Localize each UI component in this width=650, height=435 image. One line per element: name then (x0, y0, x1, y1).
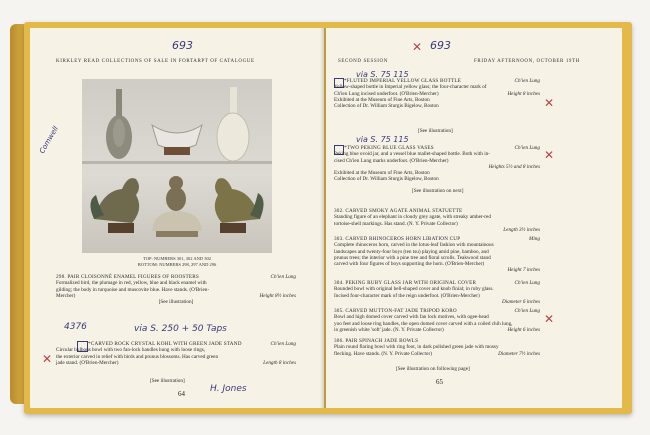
lot-dimension: Height 8½ inches (259, 292, 296, 299)
lot-entry-peking-vases (334, 145, 540, 183)
lot-description-line: Yellow-shaped bottle in Imperial yellow glass; the four-character mark of (334, 84, 487, 91)
catalogue-book (24, 22, 632, 414)
pencil-cross-mark: ✕ (544, 148, 555, 162)
pencil-cross-mark: ✕ (544, 312, 555, 326)
photo-caption (82, 256, 272, 268)
lot-description-line: carved with four figures of boys supporting the horn. (O'Brien-Mercher) (334, 261, 485, 268)
lot-dimension: Length 8 inches (263, 359, 296, 366)
caption-line-top: TOP: NUMBERS 301, 302 AND 302 (143, 256, 211, 261)
lot-title: 306. PAIR SPINACH JADE BOWLS (334, 338, 419, 344)
lot-description-line: Circular bulbous bowl with two fan-lock handles hung with loose rings, (56, 347, 206, 354)
pencil-cross-mark: ✕ (412, 40, 423, 54)
lot-description-line: in greenish white 'soft' jade. (N. Y. Private Collector) (334, 326, 444, 333)
rooster-figure-left (90, 178, 139, 233)
lot-title: 302. CARVED SMOKY AGATE ANIMAL STATUETTE (334, 208, 463, 214)
right-page (326, 28, 622, 408)
lot-dynasty: Ch'ien Lung (514, 308, 540, 314)
lot-provenance: Collection of Dr. William Sturgis Bigelow, Boston (334, 103, 439, 110)
see-illustration-note: [See illustration on next] (412, 188, 464, 194)
lot-dimension: Diameter 7½ inches (498, 350, 540, 357)
left-running-header: KIRKLEY READ COLLECTIONS OF SALE IN FORTARPT OF CATALOGUE (56, 59, 255, 64)
lot-provenance: Collection of Dr. William Sturgis Bigelow, Boston (334, 176, 439, 183)
lot-title: 304. PEKING RUBY GLASS JAR WITH ORIGINAL COVER (334, 280, 477, 286)
handwritten-lot-code: 4376 (64, 322, 87, 332)
lot-dynasty: Ch'ien Lung (514, 78, 540, 84)
lot-description-line: landscapes and twenty-four boys (ten tsu) playing amid pine, bamboo, and (334, 248, 489, 255)
handwritten-price-note: via S. 75 115 (356, 70, 409, 79)
see-illustration-note: [See illustration on following page] (396, 366, 470, 372)
lot-description-line: yoo feet and loose ring handles, the open domed cover carved with a coiled chih lung, (334, 320, 513, 327)
bottle-illustration-right (217, 87, 249, 161)
see-illustration-note: [See illustration] (158, 299, 194, 306)
pencil-cross-mark: ✕ (544, 96, 555, 110)
lot-entry-kohl (56, 341, 296, 366)
lot-dimension: Height 7 inches (507, 267, 540, 274)
lot-description-line: Mercher) (56, 292, 76, 299)
catalogue-photo (82, 79, 272, 253)
lot-entry-305 (334, 308, 540, 333)
lot-dimension: Heights 5½ and 8 inches (488, 163, 540, 170)
crystal-bowl-illustration (152, 125, 202, 155)
lot-description-line: Ch'ien Lung incised underfoot. (O'Brien-Mercher) (334, 90, 439, 97)
lot-dimension: Length 3½ inches (503, 226, 540, 233)
lot-dynasty: Ming (529, 236, 540, 242)
lot-description-line: tortoise-shell markings. Has stand. (N. Y. Private Collector) (334, 220, 458, 227)
lot-description-line: the exterior carved in relief with birds and prunus blossoms. Has carved green (56, 353, 219, 360)
lot-title: *CARVED ROCK CRYSTAL KOHL WITH GREEN JADE STAND (88, 341, 242, 347)
lot-title: 298. PAIR CLOISONNÉ ENAMEL FIGURES OF ROOSTERS (56, 274, 199, 280)
see-illustration-note: [See illustration] (150, 378, 185, 384)
lot-entry-304 (334, 280, 540, 305)
lot-dimension: Height 8 inches (507, 90, 540, 97)
lot-dynasty: Ch'ien Lung (270, 274, 296, 280)
handwritten-signature: H. Jones (210, 384, 247, 394)
figure-on-animal-statuette (152, 176, 202, 237)
caption-line-bottom: BOTTOM: NUMBERS 298, 297 AND 296 (137, 262, 217, 267)
left-page (30, 28, 324, 408)
right-running-header-right: FRIDAY AFTERNOON, OCTOBER 19TH (474, 59, 580, 64)
lot-description-line: Standing figure of an elephant in cloudy grey agate, with streaky amber-red (334, 214, 491, 221)
lot-title: 305. CARVED MUTTON-FAT JADE TRIPOD KORO (334, 308, 457, 314)
photo-shelf (82, 161, 272, 164)
lot-entry-306 (334, 338, 540, 357)
lot-dimension: Diameter 6 inches (501, 298, 540, 305)
bottle-illustration-left (106, 89, 132, 159)
lot-description-line: Formalized bird, the plumage in red, yellow, blue and black enamel with (56, 280, 207, 287)
lot-description-line: Plain round flaring bowl with ring foot, in dark polished green jade with mossy (334, 344, 499, 351)
lot-description-line: flecking. Have stands. (N. Y. Private Collector) (334, 350, 432, 357)
objects-photo-svg (82, 79, 272, 253)
lot-description-line: Bowl and high domed cover carved with fan lock motives, with ogee-head (334, 314, 489, 321)
lot-description-line: Incised four-character mark of the reign underfoot. (O'Brien-Mercher) (334, 292, 480, 299)
handwritten-margin-note: Comwell (38, 125, 60, 155)
lot-title: 303. CARVED RHINOCEROS HORN LIBATION CUP (334, 236, 461, 242)
lot-description-line: jade stand. (O'Brien-Mercher) (56, 359, 119, 366)
lot-description-line: prunus trees; the interior with a pine tree and floral scrolls. Teakwood stand (334, 254, 491, 261)
page-number-left: 64 (178, 390, 185, 398)
right-running-header-left: SECOND SESSION (338, 59, 388, 64)
lot-dynasty: Ch'ien Lung (514, 145, 540, 151)
lot-entry-303 (334, 236, 540, 274)
lot-dynasty: Ch'ien Lung (514, 280, 540, 286)
page-number-right: 65 (436, 378, 443, 386)
lot-description-line: cised Ch'ien Lung marks underfoot. (O'Brien-Mercher) (334, 157, 449, 164)
handwritten-lot-number: 693 (172, 39, 193, 52)
handwritten-lot-number: 693 (430, 39, 451, 52)
lot-provenance: Exhibited at the Museum of Fine Arts, Boston (334, 170, 430, 177)
lot-entry-298 (56, 274, 296, 305)
lot-dimension: Height 6 inches (507, 326, 540, 333)
lot-title: *FLUTED IMPERIAL YELLOW GLASS BOTTLE (344, 78, 462, 84)
lot-description-line: gilding; the body in turquoise and muscovite blue. Have stands. (O'Brien- (56, 286, 210, 293)
lot-title: *TWO PEKING BLUE GLASS VASES (344, 145, 434, 151)
lot-description-line: Complete rhinoceros horn, carved in the lotus-leaf fashion with mountainous (334, 242, 494, 249)
lot-provenance: Exhibited at the Museum of Fine Arts, Boston (334, 96, 430, 103)
lot-dynasty: Ch'ien Lung (270, 341, 296, 347)
lot-entry-302 (334, 208, 540, 233)
handwritten-price-note: via S. 250 + 50 Taps (134, 324, 227, 334)
lot-description-line: Peking blue ovoid jar, and a vessel blue mallet-shaped bottle. Both with in- (334, 151, 490, 158)
handwritten-price-note: via S. 75 115 (356, 135, 409, 144)
lot-entry-yellow-bottle (334, 78, 540, 109)
see-illustration-note: [See illustration] (418, 128, 453, 134)
pencil-cross-mark: ✕ (42, 352, 53, 366)
rooster-figure-right (215, 178, 264, 233)
lot-description-line: Rounded bowl with original bell-shaped cover and knob finial; in ruby glass. (334, 286, 494, 293)
